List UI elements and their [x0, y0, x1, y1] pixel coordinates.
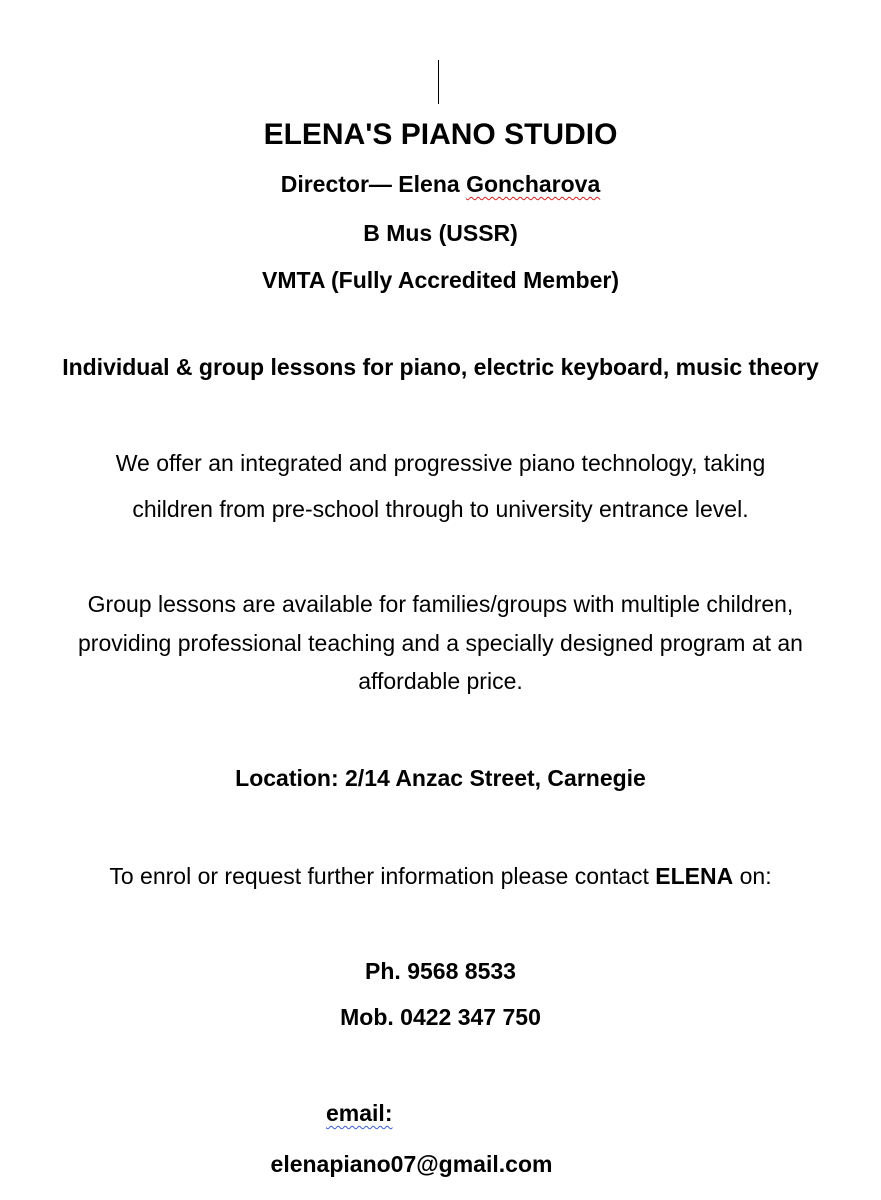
degree-line: B Mus (USSR) [363, 220, 518, 246]
paragraph2-line2: providing professional teaching and a specially designed program at an [78, 630, 803, 656]
contact-intro-line [0, 863, 881, 890]
director-surname: Goncharova [466, 171, 601, 197]
director-line [0, 171, 881, 198]
director-prefix: Director— Elena [280, 171, 467, 197]
paragraph2-line1: Group lessons are available for families/groups with multiple children, [87, 591, 794, 617]
paragraph2-line3: affordable price. [358, 668, 523, 694]
phone-line: Ph. 9568 8533 [365, 958, 516, 984]
paragraph1-line2: children from pre-school through to university entrance level. [132, 496, 749, 522]
membership-line: VMTA (Fully Accredited Member) [262, 267, 619, 293]
email-label: email: [326, 1100, 393, 1126]
mobile-line: Mob. 0422 347 750 [340, 1004, 541, 1030]
paragraph1-line1: We offer an integrated and progressive piano technology, taking [115, 450, 766, 476]
studio-title: ELENA'S PIANO STUDIO [263, 118, 618, 151]
text-cursor [438, 60, 439, 104]
contact-intro-prefix: To enrol or request further information please contact [109, 863, 656, 889]
location-line: Location: 2/14 Anzac Street, Carnegie [235, 765, 646, 791]
lessons-line: Individual & group lessons for piano, electric keyboard, music theory [62, 354, 819, 380]
email-address: elenapiano07@gmail.com [270, 1151, 553, 1177]
contact-intro-suffix: on: [733, 863, 772, 889]
contact-intro-name: ELENA [655, 863, 734, 889]
